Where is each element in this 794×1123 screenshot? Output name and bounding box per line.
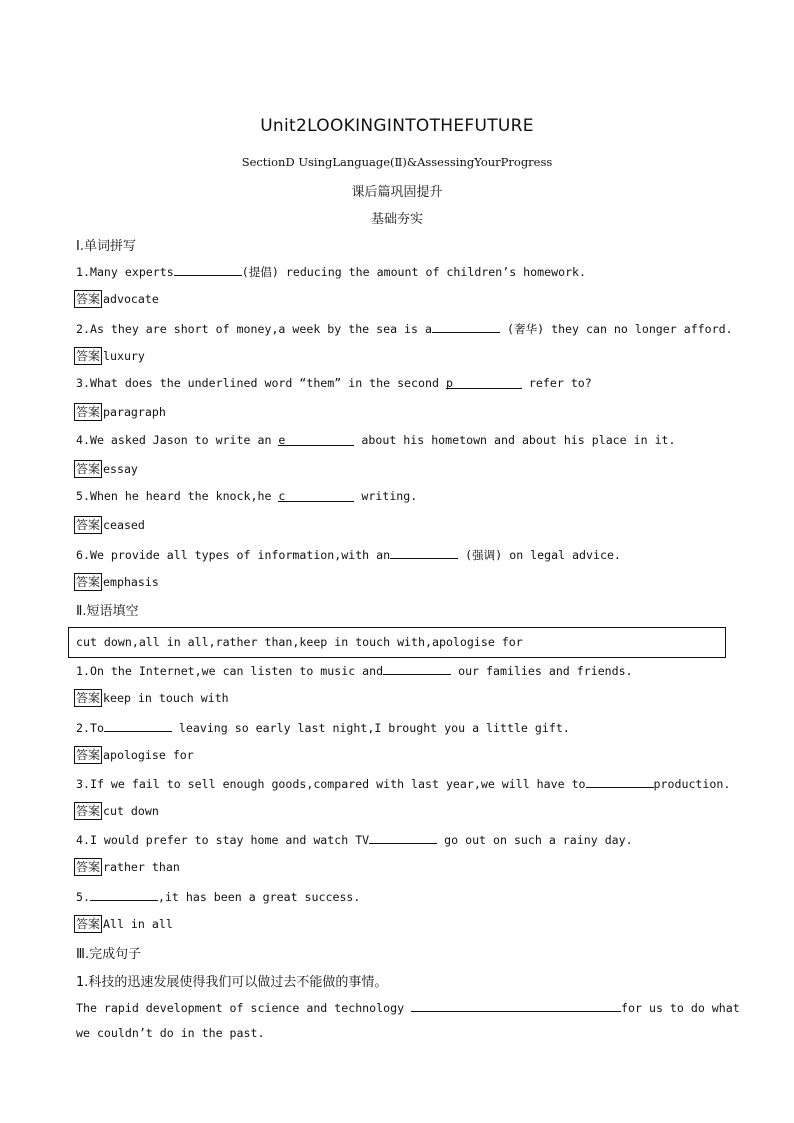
answer-tag: 答案 bbox=[76, 292, 101, 306]
answer-tag: 答案 bbox=[76, 691, 101, 705]
answer-tag: 答案 bbox=[76, 575, 101, 589]
section1-heading: Ⅰ.单词拼写 bbox=[76, 239, 136, 254]
blank[interactable] bbox=[411, 999, 621, 1012]
question-2: 2.As they are short of money,a week by the sea is a (奢华) they can no longer afford. bbox=[76, 322, 733, 336]
phrase-question-2: 2.To leaving so early last night,I brought you a little gift. bbox=[76, 721, 570, 735]
blank[interactable] bbox=[432, 320, 500, 333]
phrase-question-1: 1.On the Internet,we can listen to music and our families and friends. bbox=[76, 664, 633, 678]
subheading-basics: 基础夯实 bbox=[370, 212, 423, 227]
blank[interactable] bbox=[369, 831, 437, 844]
question-1: 1.Many experts (提倡) reducing the amount of children’s homework. bbox=[76, 265, 587, 279]
answer-3: 答案 paragraph bbox=[76, 405, 166, 419]
blank[interactable] bbox=[586, 775, 654, 788]
blank[interactable] bbox=[90, 888, 158, 901]
blank[interactable] bbox=[390, 546, 458, 559]
phrase-box bbox=[68, 627, 726, 658]
question-5: 5.When he heard the knock,he c writing. bbox=[76, 489, 418, 503]
answer-tag: 答案 bbox=[76, 518, 101, 532]
subheading-consolidation: 课后篇巩固提升 bbox=[351, 185, 443, 200]
answer-tag: 答案 bbox=[76, 349, 101, 363]
answer-4: 答案 essay bbox=[76, 462, 138, 476]
phrase-answer-1: 答案 keep in touch with bbox=[76, 691, 229, 705]
phrase-question-3: 3.If we fail to sell enough goods,compared with last year,we will have to production. bbox=[76, 777, 731, 791]
answer-tag: 答案 bbox=[76, 804, 101, 818]
answer-tag: 答案 bbox=[76, 405, 101, 419]
answer-tag: 答案 bbox=[76, 860, 101, 874]
answer-5: 答案 ceased bbox=[76, 518, 145, 532]
sentence-1-english-line2: we couldn’t do in the past. bbox=[76, 1026, 265, 1040]
page-subtitle: SectionD UsingLanguage(Ⅱ)&AssessingYourProgress bbox=[241, 155, 553, 169]
phrase-answer-3: 答案 cut down bbox=[76, 804, 159, 818]
phrase-question-5: 5. ,it has been a great success. bbox=[76, 890, 361, 904]
blank[interactable]: e bbox=[278, 433, 354, 446]
question-6: 6.We provide all types of information,with an (强调) on legal advice. bbox=[76, 548, 621, 562]
phrase-answer-2: 答案 apologise for bbox=[76, 748, 194, 762]
phrase-answer-4: 答案 rather than bbox=[76, 860, 180, 874]
sentence-1-chinese: 1.科技的迅速发展使得我们可以做过去不能做的事情。 bbox=[76, 975, 388, 990]
blank[interactable]: p bbox=[446, 376, 522, 389]
answer-1: 答案 advocate bbox=[76, 292, 159, 306]
blank[interactable] bbox=[104, 719, 172, 732]
sentence-1-english: The rapid development of science and technology for us to do what bbox=[76, 1001, 740, 1015]
blank[interactable] bbox=[174, 263, 242, 276]
page-title: Unit2LOOKINGINTOTHEFUTURE bbox=[260, 116, 534, 136]
answer-6: 答案 emphasis bbox=[76, 575, 159, 589]
phrase-list: cut down,all in all,rather than,keep in touch with,apologise for bbox=[76, 635, 523, 649]
question-4: 4.We asked Jason to write an e about his hometown and about his place in it. bbox=[76, 433, 676, 447]
answer-tag: 答案 bbox=[76, 748, 101, 762]
blank[interactable]: c bbox=[278, 489, 354, 502]
section3-heading: Ⅲ.完成句子 bbox=[76, 947, 142, 962]
answer-tag: 答案 bbox=[76, 462, 101, 476]
phrase-question-4: 4.I would prefer to stay home and watch TV go out on such a rainy day. bbox=[76, 833, 633, 847]
answer-tag: 答案 bbox=[76, 917, 101, 931]
phrase-answer-5: 答案 All in all bbox=[76, 917, 173, 931]
question-3: 3.What does the underlined word “them” in the second p refer to? bbox=[76, 376, 592, 390]
answer-2: 答案 luxury bbox=[76, 349, 145, 363]
section2-heading: Ⅱ.短语填空 bbox=[76, 604, 139, 619]
blank[interactable] bbox=[383, 662, 451, 675]
